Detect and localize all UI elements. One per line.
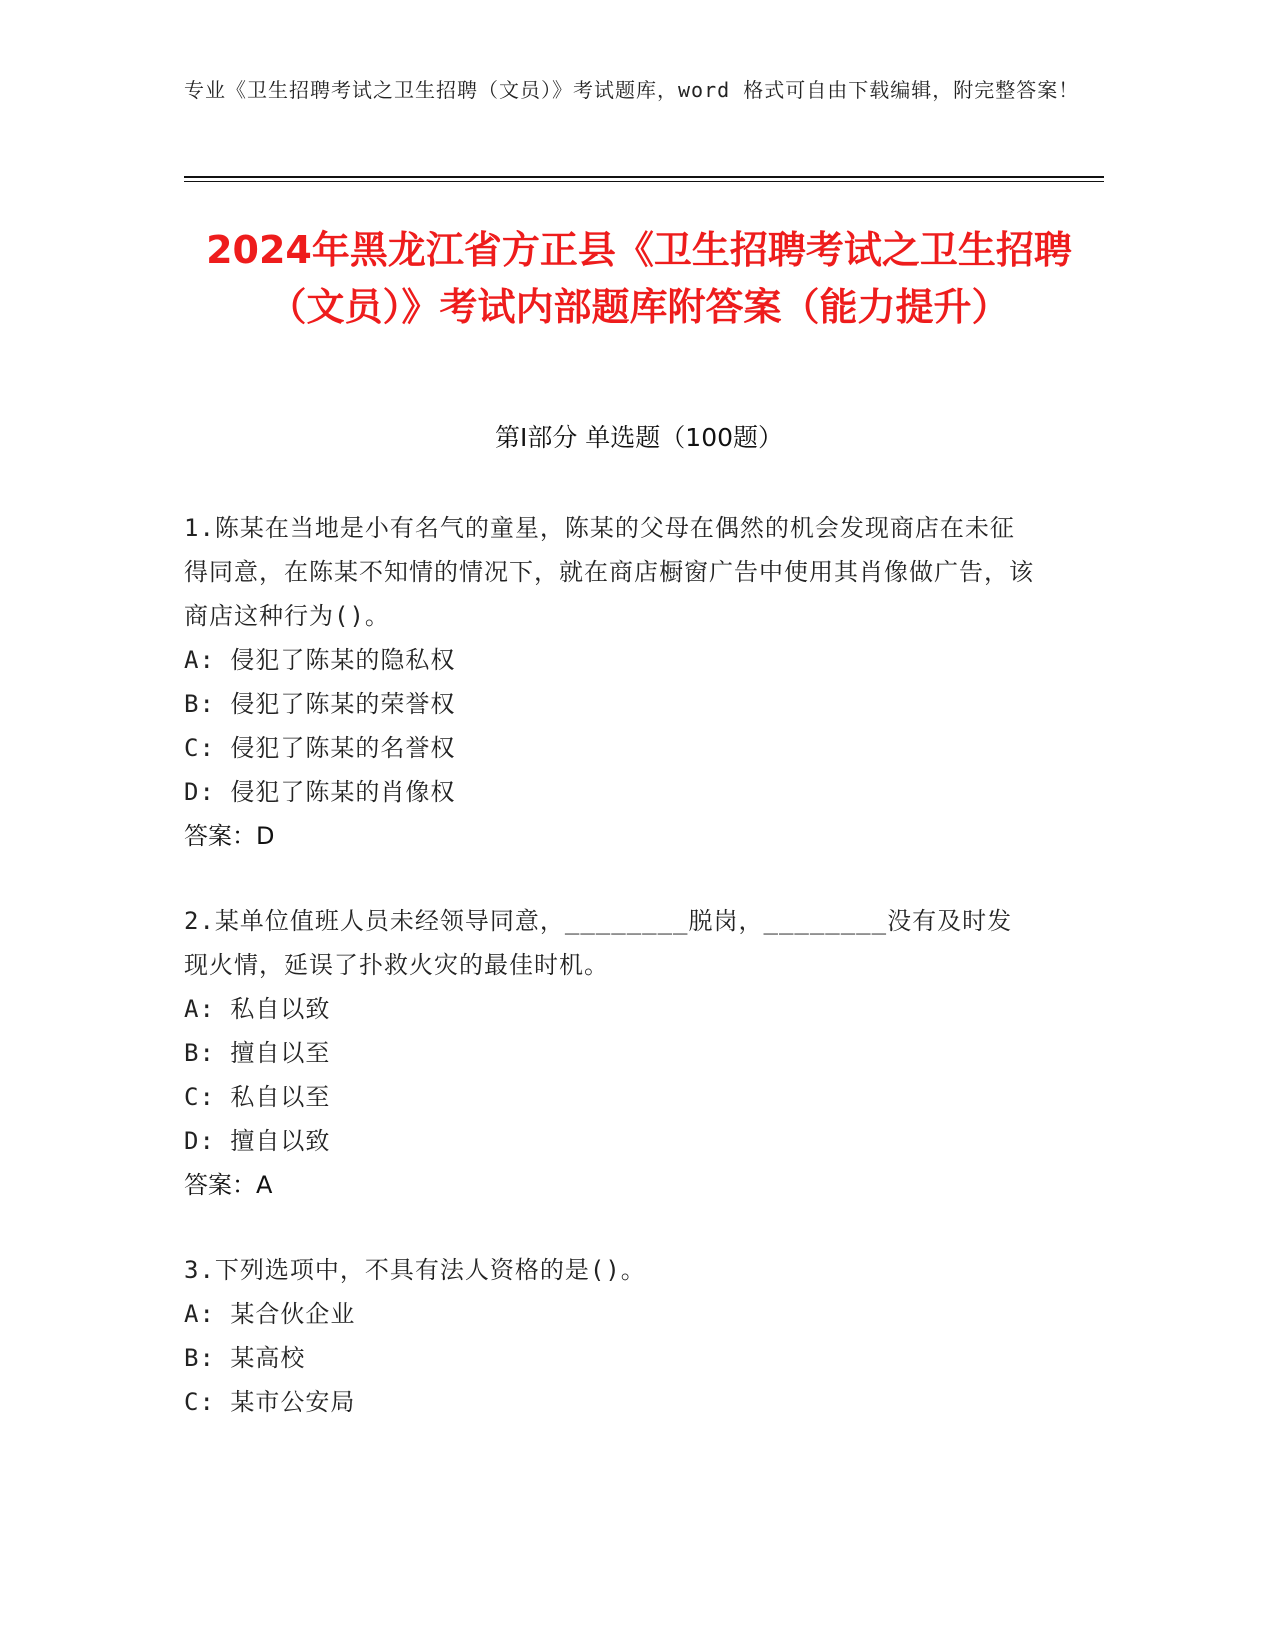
option-c: C: 某市公安局: [184, 1388, 356, 1416]
answer: 答案：A: [184, 1171, 273, 1199]
question-3: [184, 1248, 1034, 1424]
question-stem: 3.下列选项中，不具有法人资格的是()。: [184, 1256, 646, 1284]
option-a: A: 某合伙企业: [184, 1300, 356, 1328]
question-stem: 2.某单位值班人员未经领导同意，________脱岗，________没有及时发现火情，延误了扑救火灾的最佳时机。: [184, 907, 1013, 979]
question-2: [184, 899, 1034, 1207]
option-c: C: 私自以至: [184, 1083, 331, 1111]
option-b: B: 擅自以至: [184, 1039, 331, 1067]
question-stem: 1.陈某在当地是小有名气的童星，陈某的父母在偶然的机会发现商店在未征得同意，在陈某不知情的情况下，就在商店橱窗广告中使用其肖像做广告，该商店这种行为()。: [184, 514, 1034, 630]
question-list: [184, 506, 1034, 1465]
option-d: D: 侵犯了陈某的肖像权: [184, 778, 456, 806]
question-1: [184, 506, 1034, 858]
header-divider-thick: [184, 176, 1104, 178]
document-title: 2024年黑龙江省方正县《卫生招聘考试之卫生招聘（文员）》考试内部题库附答案（能力提升）: [206, 228, 1072, 329]
option-b: B: 侵犯了陈某的荣誉权: [184, 690, 456, 718]
answer: 答案：D: [184, 822, 275, 850]
option-a: A: 私自以致: [184, 995, 331, 1023]
option-b: B: 某高校: [184, 1344, 306, 1372]
section-heading: 第I部分 单选题（100题）: [494, 423, 784, 452]
header-divider-thin: [184, 181, 1104, 182]
header-note: 专业《卫生招聘考试之卫生招聘（文员）》考试题库，word 格式可自由下载编辑，附完整答案！: [184, 78, 1080, 102]
option-c: C: 侵犯了陈某的名誉权: [184, 734, 456, 762]
option-d: D: 擅自以致: [184, 1127, 331, 1155]
option-a: A: 侵犯了陈某的隐私权: [184, 646, 456, 674]
